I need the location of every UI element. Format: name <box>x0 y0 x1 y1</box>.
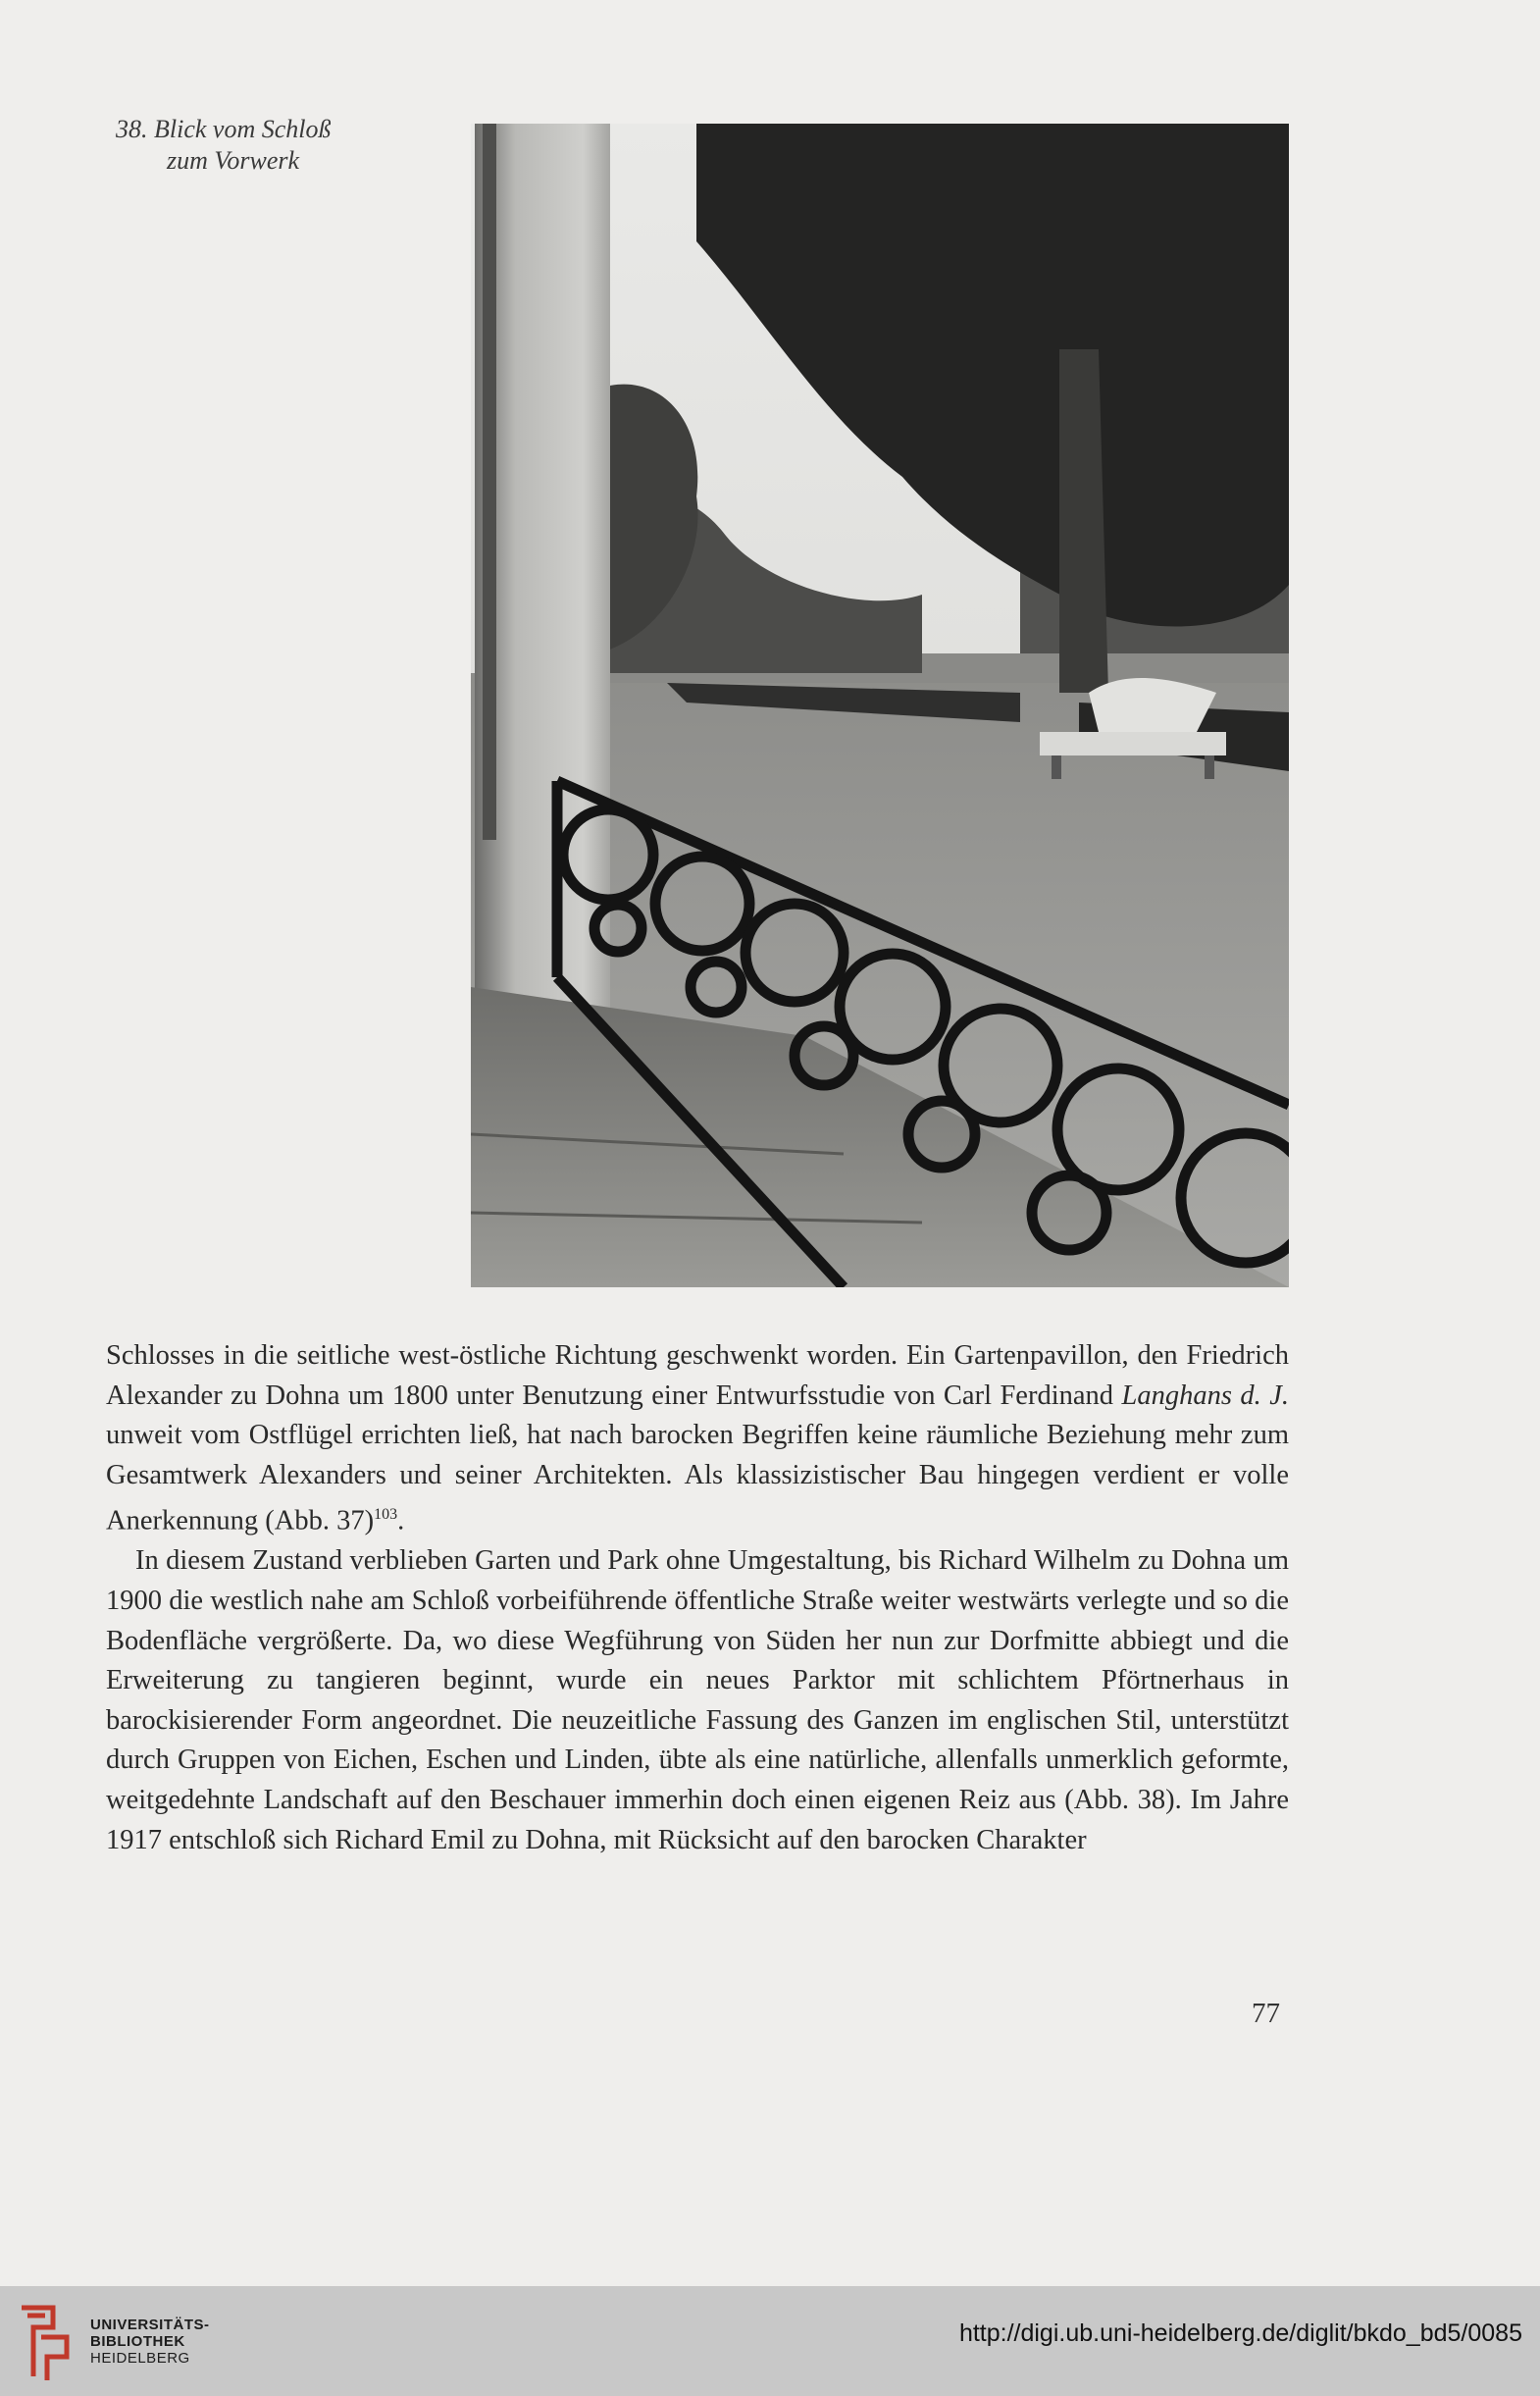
caption-line-2: zum Vorwerk <box>167 146 300 175</box>
caption-line-1: 38. Blick vom Schloß <box>116 115 332 143</box>
paragraph-1-text-b: unweit vom Ostflügel errichten ließ, hat nach barocken Begriffen keine räumliche Beziehung mehr zum Gesamtwerk Alexanders und seiner Architekten. Als klassizistischer Bau hingegen verdient er volle Anerkennung (Abb. 37) <box>106 1420 1289 1537</box>
paragraph-1 <box>106 1336 1289 1541</box>
library-name-line-2: BIBLIOTHEK <box>90 2332 185 2350</box>
footnote-marker: 103 <box>374 1506 398 1524</box>
paragraph-1-end: . <box>397 1505 405 1537</box>
source-url[interactable]: http://digi.ub.uni-heidelberg.de/diglit/bkdo_bd5/0085 <box>958 2319 1522 2347</box>
figure-caption <box>116 114 332 177</box>
library-logo[interactable] <box>14 2298 210 2384</box>
photo-illustration <box>471 124 1289 1287</box>
paragraph-2: In diesem Zustand verblieben Garten und Park ohne Umgestaltung, bis Richard Wilhelm zu Dohna um 1900 die westlich nahe am Schloß vorbeiführende öffentliche Straße weiter westwärts verlegte und so die Bodenfläche vergrößerte. Da, wo diese Wegführung von Süden her nun zur Dorfmitte abbiegt und die Erweiterung zu tangieren beginnt, wurde ein neues Parktor mit schlichtem Pförtnerhaus in barockisierender Form angeordnet. Die neuzeitliche Fassung des Ganzen im englischen Stil, unterstützt durch Gruppen von Eichen, Eschen und Linden, übte als eine natürliche, allenfalls unmerklich geformte, weitgedehnte Landschaft auf den Beschauer immerhin doch einen eigenen Reiz aus (Abb. 38). Im Jahre 1917 entschloß sich Richard Emil zu Dohna, mit Rücksicht auf den barocken Charakter <box>106 1545 1289 1855</box>
paragraph-1-italic-name: Langhans d. J. <box>1121 1380 1290 1411</box>
library-name <box>90 2317 210 2367</box>
paragraph-1-text-a: Schlosses in die seitliche west-östliche Richtung geschwenkt worden. Ein Gartenpavillon, den Friedrich Alexander zu Dohna um 1800 unter Benutzung einer Entwurfsstudie von Carl Ferdinand <box>106 1340 1289 1411</box>
library-logo-icon <box>14 2298 75 2384</box>
figure-photo <box>471 124 1289 1287</box>
library-name-line-1: UNIVERSITÄTS- <box>90 2316 210 2333</box>
body-text <box>106 1336 1289 1860</box>
library-name-line-3: HEIDELBERG <box>90 2349 190 2367</box>
page-number: 77 <box>1252 1998 1280 2029</box>
library-footer <box>0 2286 1540 2396</box>
